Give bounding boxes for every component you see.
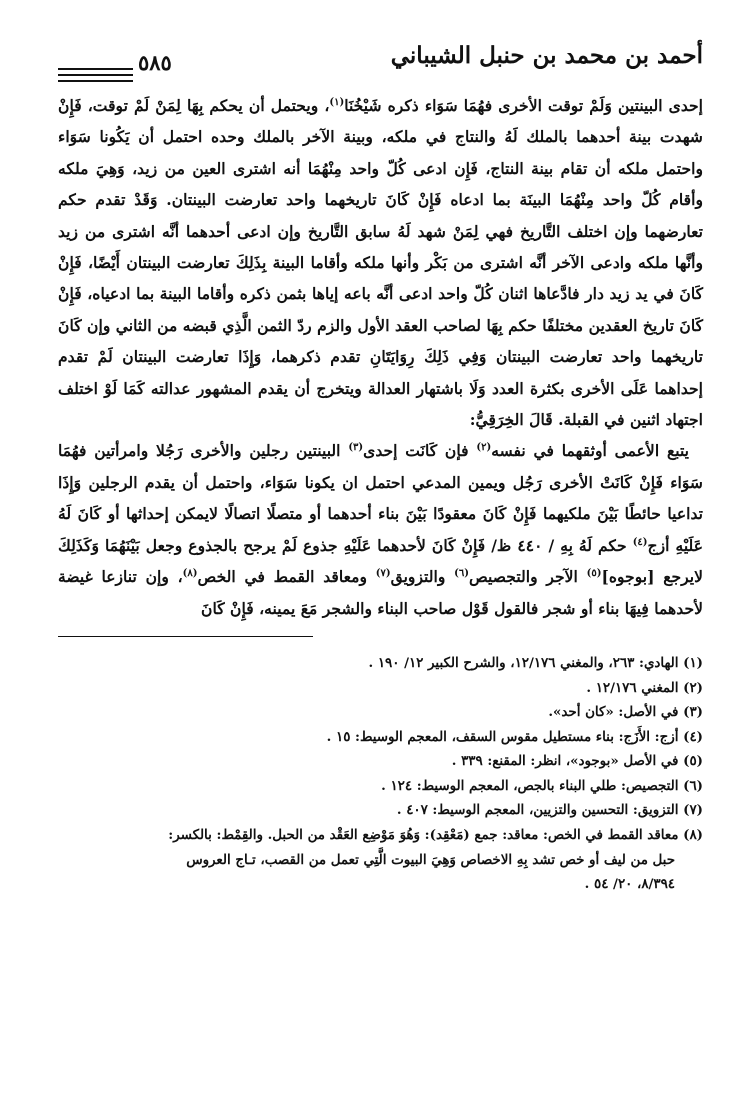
footnote-ref: (١) [329, 96, 345, 108]
footnote-3: (٣) في الأصل: «كان أحد». [548, 704, 703, 721]
paragraph-text: حكم لَهُ بِهِ / ٤٤٠ ظ/ فَإِنْ كَانَ لأحدهما عَلَيْهِ جذوع لَمْ يرجح بالجذوع وجعل بَيْنَهُمَا وَكَذَلِكَ لايرجع [بوجوه] [58, 535, 703, 587]
footnotes [58, 651, 703, 897]
paragraph-2 [58, 435, 703, 623]
footnote-ref: (٦) [454, 567, 469, 579]
footnote-8-line-3: ٨/٣٩٤، ٢٠/ ٥٤ . [584, 876, 675, 893]
footnote-2: (٢) المغني ١٢/١٧٦ . [586, 679, 703, 696]
footnote-8-line-1: (٨) معاقد القمط في الخص: معاقد: جمع (مَعْقِد): وَهُوَ مَوْضِع العَقْد من الحبل. والقِمْط: بالكسر: [168, 827, 703, 844]
footnote-ref: (٧) [375, 567, 391, 579]
footnote-4: (٤) أزج: الأَزَج: بناء مستطيل مقوس السقف، المعجم الوسيط: ١٥ . [326, 728, 703, 745]
header-rule [58, 68, 133, 70]
footnote-1: (١) الهادي: ٢٦٣، والمغني ١٢/١٧٦، والشرح الكبير ١٢/ ١٩٠ . [368, 654, 703, 671]
paragraph-text: فإن كَانَت إحدى [363, 441, 477, 461]
book-page [58, 38, 703, 897]
running-header [58, 38, 703, 90]
paragraph-text: البينتين رجلين والأخرى رَجُلا وامرأتين فهُمَا سَوَاء فَإِنْ كَانَتْ الأخرى رَجُل ويمين المدعي احتمل ان يكونا سَوَاء، واحتمل أن يقدم الرجلين وَإِذَا تداعيا حائطًا بَيْنَ ملكيهما فَإِنْ كَانَ معقودًا بَيْنَ بناء أحدهما أو متصلًا اتصالًا لايمكن إحداثها أو كَانَ لَهُ عَلَيْهِ أزج [58, 441, 704, 555]
footnote-6: (٦) التجصيص: طلي البناء بالجص، المعجم الوسيط: ١٢٤ . [381, 777, 703, 794]
paragraph-text: ومعاقد القمط في الخص [197, 567, 376, 587]
footnote-ref: (٢) [476, 442, 492, 454]
header-rule [58, 80, 133, 82]
footnote-separator [58, 636, 313, 637]
header-rule [58, 74, 133, 76]
footnote-8 [58, 823, 703, 897]
footnote-ref: (٥) [586, 567, 602, 579]
footnote-8-line-2: حبل من ليف أو خص تشد بِهِ الاخصاص وَهِيَ البيوت الَّتِي تعمل من القصب، تـاج العروس [186, 851, 675, 868]
paragraph-text: ، ويحتمل أن يحكم بِهَا لِمَنْ لَمْ توقت، فَإِنْ شهدت بينة أحدهما بالملك لَهُ والنتاج في ملكه، وبينة الآخر بالملك وحده احتمل أن يَكُونا سَوَاء واحتمل ملكه أن تقام بينة النتاج، فَإِن ادعى كُلّ واحد مِنْهُمَا أنه اشترى العين من زيد، وَهِيَ ملكه وأقام كُلّ واحد مِنْهُمَا البينَة بما ادعاه فَإِنْ كَانَ تاريخهما واحد تعارضت البينتان. وَقَدْ تقدم حكم تعارضهما وإن اختلف التَّاريخ فهي لِمَنْ شهد لَهُ سابق التَّاريخ وإن ادعى أحدهما أنَّه اشترى من زيد وأنَّها ملكه وادعى الآخر أنَّه اشترى من بَكْر وأنها ملكه وأقاما البينة بِذَلِكَ تعارضت البينتان أَيْضًا، فَإِنْ كَانَ في يد زيد دار فادَّعاها اثنان كُلّ واحد ادعى أنَّه باعه إياها بثمن ذكره وأقاما البينة بما ادعياه، فَإِنْ كَانَ تاريخ العقدين مختلفًا حكم بِهَا لصاحب العقد الأول والزم ردّ الثمن الَّذِي قبضه من الثاني وإن كَانَ تاريخهما واحد تعارضت البينتان وَفِي ذَلِكَ رِوَايَتَانِ تقدم ذكرهما، وَإِذَا تعارضت البينتان لَمْ تقدم إحداهما عَلَى الأخرى بكثرة العدد وَلَا باشتهار العدالة ويتخرج أن يقدم المشهور عدالته كَمَا لَوْ اختلف اجتهاد اثنين في القبلة. قَالَ الخِرَقِيُّ: [58, 96, 703, 430]
footnote-ref: (٨) [182, 567, 198, 579]
footnote-5: (٥) في الأصل «بوجود»، انظر: المقنع: ٣٣٩ . [451, 753, 703, 770]
page-number: ٥٨٥ [138, 50, 172, 75]
footnote-7: (٧) التزويق: التحسين والتزيين، المعجم الوسيط: ٤٠٧ . [396, 802, 703, 819]
paragraph-text: ، وإن تنازعا غيضة لأحدهما فِيهَا بناء أو شجر فالقول قَوْل صاحب البناء والشجر مَعَ يمينه، فَإِنْ كَانَ [58, 567, 703, 618]
paragraph-1 [58, 90, 703, 435]
paragraph-text: والتزويق [390, 567, 455, 587]
running-title: أحمد بن محمد بن حنبل الشيباني [390, 42, 703, 69]
paragraph-text: الآجر والتجصيص [468, 567, 587, 587]
paragraph-text: إحدى البينتين وَلَمْ توقت الأخرى فهُمَا سَوَاء ذكره شَيْخُنَا [344, 96, 703, 115]
body-text [58, 90, 703, 624]
footnote-ref: (٣) [348, 442, 364, 454]
paragraph-text: يتبع الأعمى أوثقهما في نفسه [491, 441, 689, 461]
footnote-ref: (٤) [632, 536, 648, 548]
